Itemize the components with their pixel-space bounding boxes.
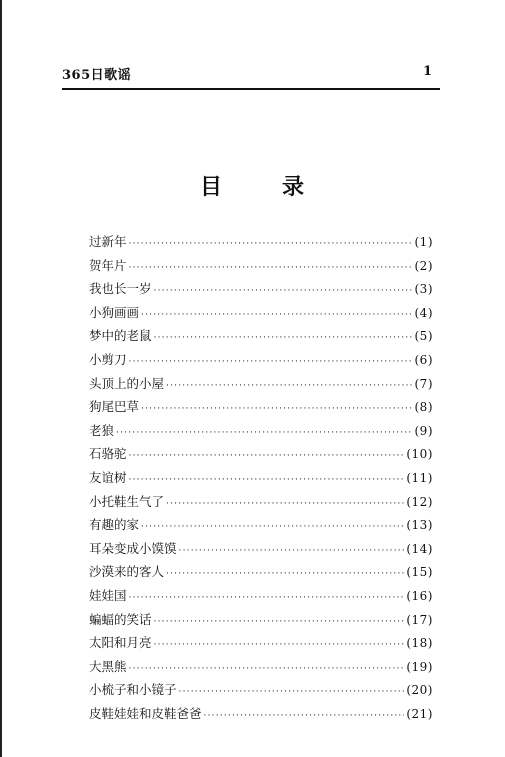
toc-entry[interactable] [89, 655, 433, 679]
book-title: 365日歌谣 [62, 68, 132, 83]
toc-entry-title: 梦中的老鼠 [89, 328, 152, 344]
toc-entry-title: 耳朵变成小馍馍 [89, 540, 177, 556]
toc-entry-page: (2) [414, 258, 433, 273]
toc-entry[interactable] [89, 324, 433, 348]
toc-dot-leader [154, 327, 413, 348]
toc-entry-page: (4) [414, 305, 433, 320]
toc-dot-leader [166, 493, 404, 514]
toc-entry[interactable] [89, 301, 433, 325]
toc-dot-leader [141, 516, 404, 537]
toc-dot-leader [129, 233, 413, 254]
toc-entry-page: (19) [406, 659, 433, 674]
toc-dot-leader [204, 705, 405, 726]
toc-entry-title: 友谊树 [89, 469, 127, 485]
toc-list [89, 230, 433, 725]
toc-entry-page: (20) [406, 683, 433, 698]
toc-entry[interactable] [89, 537, 433, 561]
toc-entry[interactable] [89, 678, 433, 702]
page-edge-shadow [0, 0, 2, 757]
toc-entry[interactable] [89, 560, 433, 584]
toc-dot-leader [166, 563, 404, 584]
toc-dot-leader [154, 280, 413, 301]
toc-entry-page: (12) [406, 494, 433, 509]
toc-entry[interactable] [89, 277, 433, 301]
toc-entry-page: (18) [406, 636, 433, 651]
toc-heading [200, 170, 310, 198]
toc-entry[interactable] [89, 631, 433, 655]
toc-dot-leader [129, 658, 405, 679]
toc-entry-title: 小狗画画 [89, 304, 140, 320]
toc-entry[interactable] [89, 702, 433, 726]
toc-entry-title: 小托鞋生气了 [89, 493, 165, 509]
toc-entry[interactable] [89, 584, 433, 608]
running-header [62, 64, 440, 86]
toc-entry-page: (8) [414, 400, 433, 415]
toc-dot-leader [141, 398, 412, 419]
toc-entry[interactable] [89, 608, 433, 632]
toc-entry-page: (9) [414, 423, 433, 438]
toc-entry-page: (3) [414, 282, 433, 297]
toc-dot-leader [129, 445, 405, 466]
toc-entry-title: 娃娃国 [89, 587, 127, 603]
toc-entry-page: (7) [414, 376, 433, 391]
toc-entry-title: 小梳子和小镜子 [89, 682, 177, 698]
toc-dot-leader [129, 469, 405, 490]
toc-entry-title: 头顶上的小屋 [89, 375, 165, 391]
toc-entry-page: (17) [406, 612, 433, 627]
toc-dot-leader [154, 611, 405, 632]
toc-entry-page: (6) [414, 352, 433, 367]
toc-entry[interactable] [89, 254, 433, 278]
toc-entry[interactable] [89, 395, 433, 419]
toc-entry[interactable] [89, 490, 433, 514]
toc-entry[interactable] [89, 372, 433, 396]
toc-dot-leader [154, 634, 405, 655]
toc-dot-leader [166, 375, 412, 396]
toc-entry-title: 过新年 [89, 234, 127, 249]
toc-entry-page: (10) [406, 447, 433, 462]
toc-entry[interactable] [89, 466, 433, 490]
toc-heading-char-2: 录 [282, 174, 305, 200]
toc-entry-title: 皮鞋娃娃和皮鞋爸爸 [89, 705, 202, 721]
toc-entry[interactable] [89, 513, 433, 537]
toc-entry-title: 我也长一岁 [89, 281, 152, 297]
toc-entry-page: (1) [414, 235, 433, 249]
toc-entry-title: 小剪刀 [89, 351, 127, 367]
toc-entry[interactable] [89, 442, 433, 466]
toc-entry-page: (13) [406, 518, 433, 533]
toc-dot-leader [129, 587, 405, 608]
page-number: 1 [422, 64, 432, 79]
toc-dot-leader [129, 351, 413, 372]
toc-entry-page: (16) [406, 588, 433, 603]
toc-entry-title: 沙漠来的客人 [89, 564, 165, 580]
toc-dot-leader [116, 422, 412, 443]
toc-entry-title: 石骆驼 [89, 446, 127, 462]
toc-heading-char-1: 目 [200, 174, 223, 200]
toc-entry[interactable] [89, 230, 433, 254]
toc-entry-title: 太阳和月亮 [89, 635, 152, 651]
toc-entry-page: (21) [406, 706, 433, 721]
toc-entry-page: (5) [414, 329, 433, 344]
toc-entry-page: (11) [406, 470, 433, 485]
toc-entry-title: 大黑熊 [89, 658, 127, 674]
toc-dot-leader [179, 540, 405, 561]
toc-entry-title: 有趣的家 [89, 517, 140, 533]
toc-entry[interactable] [89, 348, 433, 372]
toc-entry-title: 蝙蝠的笑话 [89, 611, 152, 627]
toc-entry-title: 老狼 [89, 422, 115, 438]
toc-dot-leader [129, 257, 413, 278]
toc-dot-leader [179, 681, 405, 702]
toc-entry-title: 狗尾巴草 [89, 399, 140, 415]
toc-entry[interactable] [89, 419, 433, 443]
toc-dot-leader [141, 304, 412, 325]
header-rule [62, 88, 440, 90]
toc-entry-page: (14) [406, 541, 433, 556]
toc-entry-page: (15) [406, 565, 433, 580]
toc-entry-title: 贺年片 [89, 257, 127, 273]
